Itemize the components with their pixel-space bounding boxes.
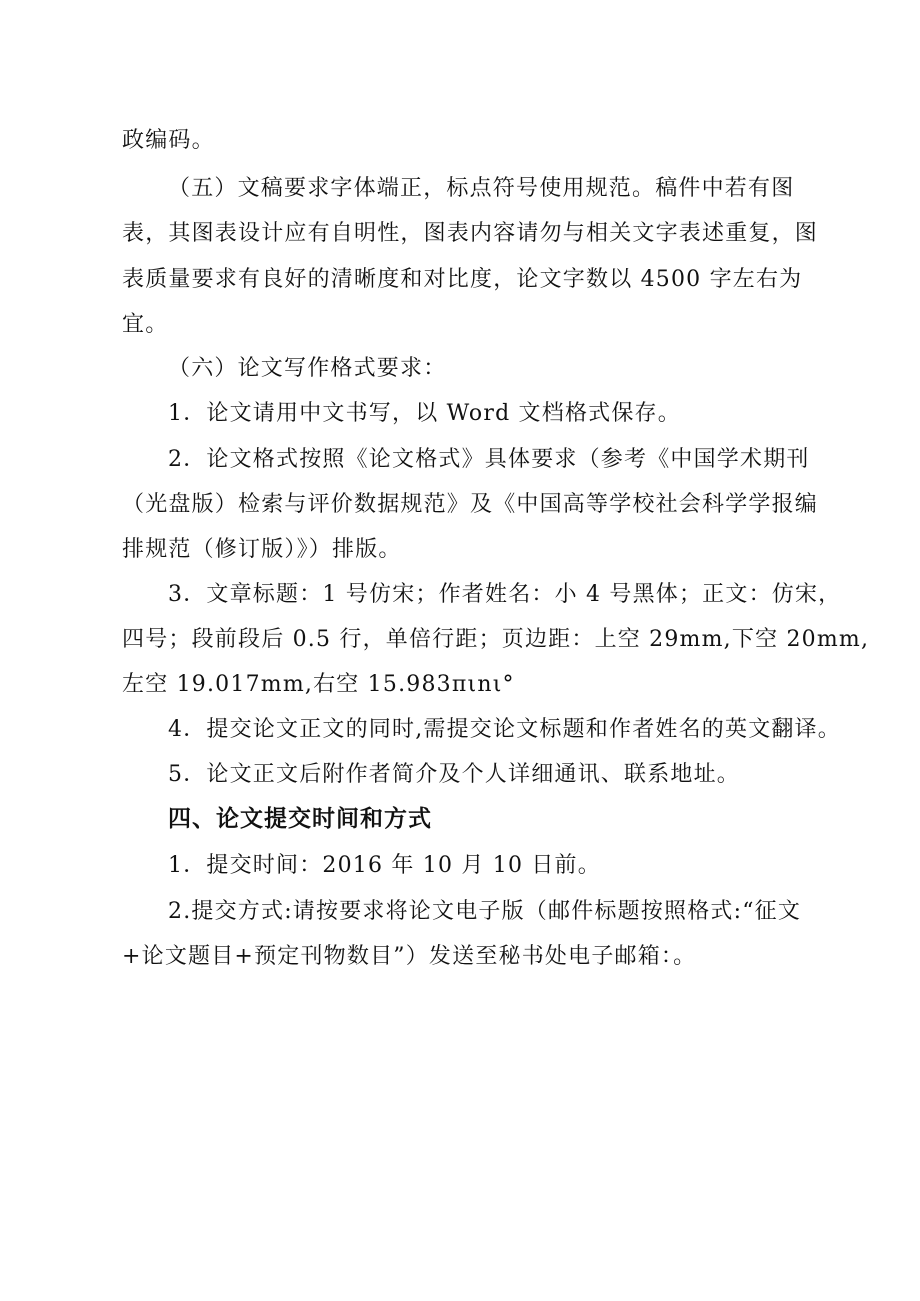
text-line: 政编码。: [122, 128, 215, 153]
list-item: 2.提交方式:请按要求将论文电子版（邮件标题按照格式:“征文: [168, 899, 802, 924]
text-line: 排规范（修订版）》）排版。: [122, 537, 402, 562]
text-line: 表质量要求有良好的清晰度和对比度，论文字数以 4500 字左右为: [122, 267, 803, 292]
list-item: 3．文章标题：1 号仿宋；作者姓名：小 4 号黑体；正文：仿宋，: [168, 582, 842, 607]
list-item: 2．论文格式按照《论文格式》具体要求（参考《中国学术期刊: [168, 447, 810, 472]
text-line: 宜。: [122, 312, 169, 337]
text-line: 四号；段前段后 0.5 行，单倍行距；页边距：上空 29mm,下空 20mm,: [122, 627, 870, 652]
text-line: +论文题目+预定刊物数目”）发送至秘书处电子邮箱：。: [122, 944, 697, 969]
text-line: 表，其图表设计应有自明性，图表内容请勿与相关文字表述重复，图: [122, 221, 819, 246]
paragraph-six-title: （六）论文写作格式要求：: [168, 356, 447, 381]
section-heading: 四、论文提交时间和方式: [168, 806, 432, 832]
text-line: 左空 19.017mm,右空 15.983πιnι°: [122, 672, 515, 697]
list-item: 5．论文正文后附作者简介及个人详细通讯、联系地址。: [168, 762, 740, 787]
list-item: 1．论文请用中文书写，以 Word 文档格式保存。: [168, 401, 681, 426]
list-item: 4．提交论文正文的同时,需提交论文标题和作者姓名的英文翻译。: [168, 717, 841, 742]
paragraph-five-line-1: （五）文稿要求字体端正，标点符号使用规范。稿件中若有图: [168, 176, 795, 201]
list-item: 1．提交时间：2016 年 10 月 10 日前。: [168, 853, 601, 878]
text-line: （光盘版）检索与评价数据规范》及《中国高等学校社会科学学报编: [122, 492, 819, 517]
